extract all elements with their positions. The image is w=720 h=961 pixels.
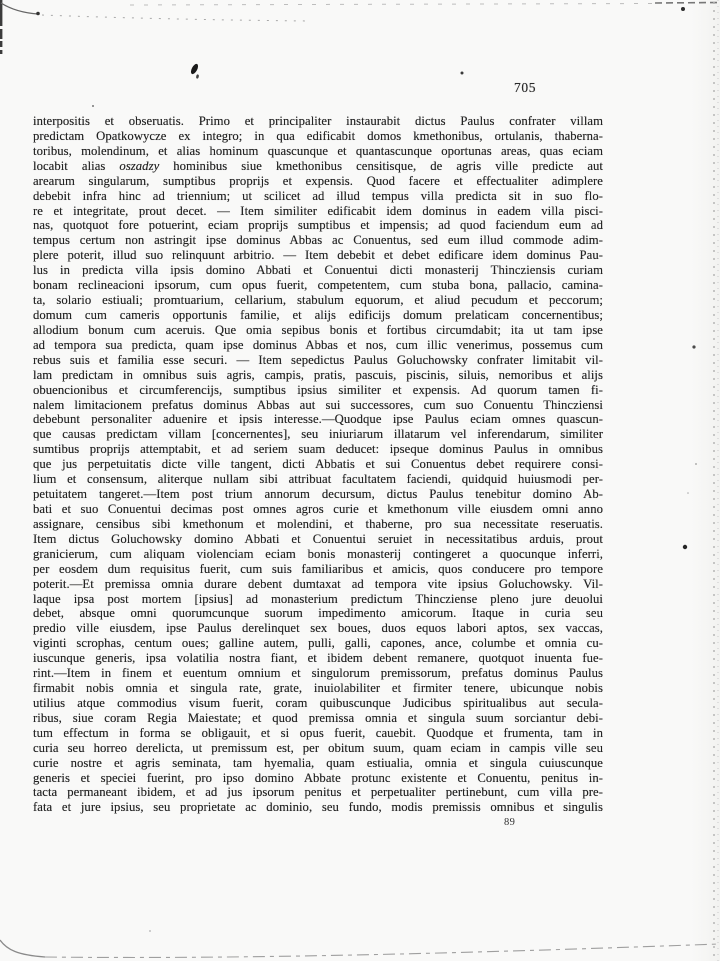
text-line: lam predictam in omnibus suis agris, campis, pratis, pascuis, piscinis, siluis, nemoribus et alijs xyxy=(33,367,603,382)
text-line: sumtibus proprijs attemptabit, et ad seriem suam deducet: ipseque dominus Paulus in omnibus xyxy=(33,442,603,457)
text-line: predictam Opatkowycze ex integro; in qua edificabit domos kmethonibus, ortulanis, thaberna- xyxy=(33,128,603,143)
text-line: predio ville eiusdem, ipse Paulus derelinquet sex boues, duos equos labori aptos, sex vaccas, xyxy=(33,621,603,636)
text-line: toribus, molendinum, et alias hominum quascunque et quantascunque oportunas areas, quas eciam xyxy=(33,143,603,158)
text-line: debebunt personaliter aduenire et ipsis interesse.—Quodque ipse Paulus eciam omnes quascun- xyxy=(33,412,603,427)
dust-speck-right-margin xyxy=(695,463,697,465)
text-line: interpositis et obseruatis. Primo et principaliter instaurabit dictus Paulus confrater villam xyxy=(33,114,603,128)
text-line: utilius atque commodius visum fuerit, coram quibuscunque Judicibus spiritualibus aut secula- xyxy=(33,695,603,710)
text-line: Item dictus Goluchowsky domino Abbati et Conuentui seruiet in necessitatibus arduis, prout xyxy=(33,531,603,546)
text-line: rebus suis et familia esse securi. — Item sepedictus Paulus Goluchowsky confrater limitabit vil- xyxy=(33,352,603,367)
text-line: laque ipsa post mortem [ipsius] ad monasterium predictum Thincziense pleno jure deuolui xyxy=(33,591,603,606)
text-line: lus in predicta villa ipsis domino Abbati et Conuentui dicti monasterij Thincziensis curiam xyxy=(33,263,603,278)
text-line: arearum singularum, sumptibus proprijs et expensis. Quod facere et effectualiter adimplere xyxy=(33,173,603,188)
dust-speck-upper-left xyxy=(92,105,94,107)
text-line: granicierum, cum aliquam violenciam eciam bonis monasterij contingeret a quocunque inferri, xyxy=(33,546,603,561)
ink-blot xyxy=(189,63,199,75)
dust-speck-right-margin-2 xyxy=(687,492,689,494)
page-number-top: 705 xyxy=(514,80,537,95)
text-line: generis et speciei fuerint, pro ipso domino Abbate protunc existente et Conuentu, penitus in- xyxy=(33,770,603,785)
scan-blob-top-left xyxy=(36,12,40,16)
text-line: locabit alias oszadzy hominibus siue kmethonibus censitisque, de agris ville predicte aut xyxy=(33,158,604,173)
text-line: per eosdem dum requisitus fuerit, cum suis familiaribus et amicis, quos conducere pro tempore xyxy=(33,561,603,576)
text-line: nas, quotquot fore potuerint, eciam proprijs sumptibus et impensis; ad quod faciendum eum ad xyxy=(33,218,603,233)
scan-curve-top-left xyxy=(1,3,38,14)
text-line: curia seu horreo derelicta, ut premissum est, per obitum suum, quam eciam in campis ville seu xyxy=(33,740,603,755)
dust-dot-right-margin-1 xyxy=(692,345,695,348)
text-line: petuitatem tangeret.—Item post trium annorum decursum, dictus Paulus tenebitur domino Ab- xyxy=(33,487,603,502)
text-line: domum cum cameris opportunis familie, et alijs edificijs domum prelaticam concernentibus; xyxy=(33,307,603,322)
text-line: assignare, censibus sibi kmethonum et molendini, et thaberne, pro sua necessitate reseruatis. xyxy=(33,516,603,531)
scan-curve-bottom-left xyxy=(0,940,45,957)
text-line: obuencionibus et circumferencijs, sumptibus ipsius similiter et expensis. Ad quorum tamen fi- xyxy=(33,382,603,397)
body-text-block xyxy=(33,114,603,815)
text-line: firmabit nobis omnia et singula rate, grate, inuiolabiliter et firmiter tenere, ubicunque nobis xyxy=(33,681,603,696)
text-line: plere poterit, illud suo relinquunt arbitrio. — Item debebit et debet edificare idem dominus Pau- xyxy=(33,248,603,263)
text-line: ta, solario estiuali; promtuarium, cellarium, stabulum equorum, et aliud pecudum et peccorum; xyxy=(33,293,603,308)
text-line: ad tempora sua predicta, quam ipse dominus Abbas et nos, cum illic venerimus, possemus cum xyxy=(33,337,603,352)
scan-dashes-top-right xyxy=(655,3,720,4)
dust-dot-top-right xyxy=(681,7,685,11)
dust-dot-header xyxy=(461,72,464,75)
dust-dot-right-margin-2 xyxy=(683,545,687,549)
text-line: debebit infra hinc ad triennium; ut scilicet ad illud tempus villa predicta sit in suo flo- xyxy=(33,188,603,203)
text-line: tum effectum in forma se obligauit, et si opus fuerit, cauebit. Quodque et frumenta, tam in xyxy=(33,725,603,740)
text-line: viginti scrophas, centum oues; galline autem, pulli, galli, capones, ance, columbe et omnia cu- xyxy=(33,636,603,651)
scan-dashes-top xyxy=(130,4,655,6)
page-number-bottom: 89 xyxy=(504,817,516,828)
text-line: allodium bonum cum aceruis. Que omia sepibus bonis et fortibus circumdabit; ita ut tam ipse xyxy=(33,322,603,337)
text-line: iuscunque generis, ipsa volatilia nostra fiant, et ibidem debent remanere, quotquot inuenta fue- xyxy=(33,651,603,666)
text-line: tacta permaneant ibidem, et ad jus ipsorum penitus et perpetualiter pertinebunt, cum villa pre- xyxy=(33,785,603,800)
text-line: que causas predictam villam [concernentes], seu iniuriarum illatarum vel inferendarum, similiter xyxy=(33,427,603,442)
scan-line-bottom xyxy=(45,944,719,957)
text-line: curie nostre et agris seminata, tam hyemalia, quam estiualia, omnia et singula cuiuscunque xyxy=(33,755,603,770)
text-line: debet, absque omni quorumcunque suorum impedimento amicorum. Itaque in curia seu xyxy=(33,606,603,621)
dust-speck-bottom xyxy=(149,930,151,932)
text-line: que jus perpetuitatis dicte ville tangent, dicti Abbatis et sui Conuentus debet requirere consi- xyxy=(33,457,603,472)
text-line: re et integritate, prout decet. — Item similiter edificabit idem dominus in eadem villa pisci- xyxy=(33,203,603,218)
text-line: poterit.—Et premissa omnia durare debent dumtaxat ad tempora vite ipsius Goluchowsky. Vil- xyxy=(33,576,603,591)
text-line: bonam reclineacioni ipsorum, cum opus fuerit, competentem, cum stuba bona, pallacio, camina- xyxy=(33,278,603,293)
ink-blot-tail xyxy=(196,74,199,79)
text-line: nalem limitacionem prefatus dominus Abbas aut sui successores, cum suo Conuentu Thincziensi xyxy=(33,397,603,412)
text-line: tempus certum non astringit ipse dominus Abbas ac Conuentus, sed eum illud commode adim- xyxy=(33,233,603,248)
text-line: bati et suo Conuentui decimas post omnes agros curie et kmethonum ville eiusdem omni anno xyxy=(33,501,603,516)
scan-dust-trail-top-left xyxy=(42,15,310,21)
text-line: ribus, siue coram Regia Maiestate; et quod premissa omnia et singula suum sorciantur debi- xyxy=(33,710,603,725)
text-line: lium et consensum, aliterque nullam sibi attribuat facultatem faciendi, quidquid huiusmodi per- xyxy=(33,472,603,487)
text-line: rint.—Item in finem et euentum omnium et singulorum premissorum, prefatus dominus Paulus xyxy=(33,666,603,681)
text-line: fata et jure ipsius, seu proprietate ac dominio, seu fundo, modis premissis omnibus et singulis xyxy=(33,800,603,815)
